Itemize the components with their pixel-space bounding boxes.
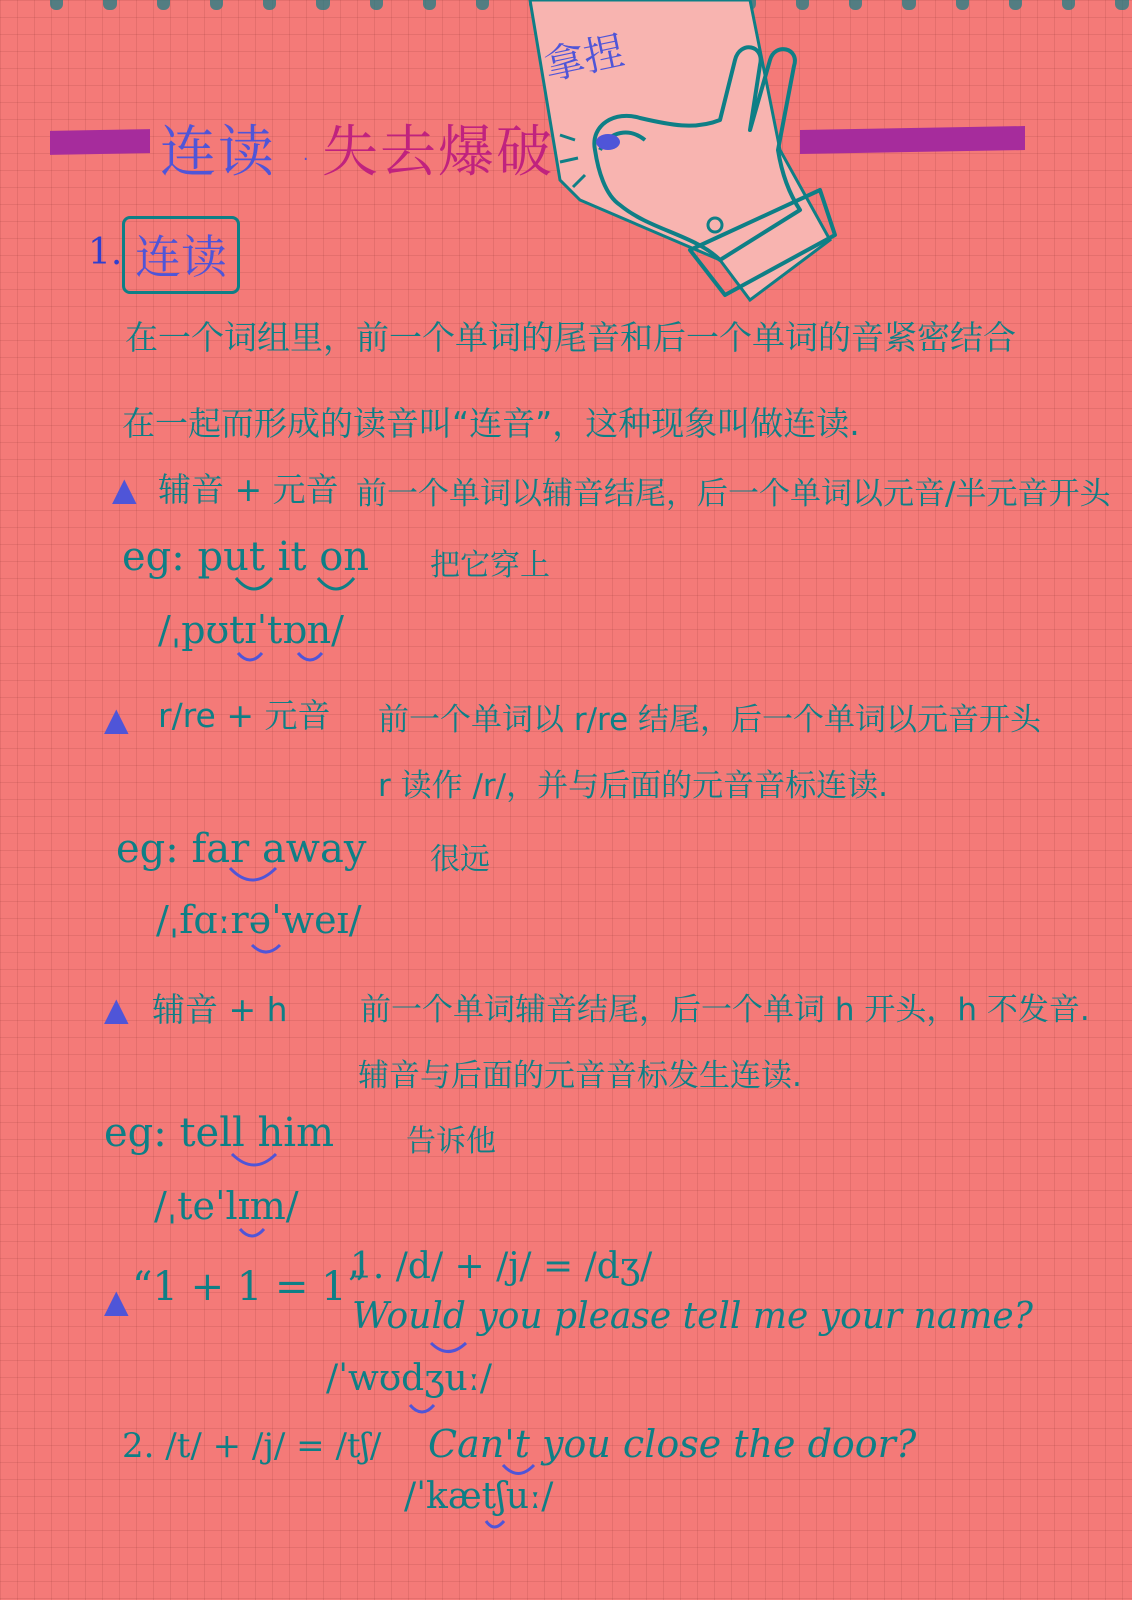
pinching-hand-sticker-icon	[520, 0, 840, 310]
page-title-part1: 连读	[160, 120, 276, 185]
triangle-bullet-icon: ▲	[112, 470, 137, 508]
triangle-bullet-icon: ▲	[104, 700, 129, 738]
example-ipa: /ˌpʊtɪˈtɒn/	[158, 608, 344, 652]
rule-label: 辅音 + h	[152, 990, 288, 1029]
definition-line-2: 在一起而形成的读音叫“连音”，这种现象叫做连读.	[122, 404, 860, 443]
linking-arc-icon	[238, 1226, 278, 1246]
triangle-bullet-icon: ▲	[104, 990, 129, 1028]
rule-label: r/re + 元音	[158, 696, 331, 735]
definition-line-1: 在一个词组里，前一个单词的尾音和后一个单词的音紧密结合	[125, 318, 1016, 357]
example-ipa-1: /ˈwʊdʒuː/	[326, 1358, 492, 1399]
example-sentence-2: Can't you close the door?	[428, 1422, 917, 1466]
rule-label: 辅音 + 元音	[158, 470, 339, 509]
linking-arc-icon	[226, 864, 306, 894]
linking-arc-icon	[484, 1518, 514, 1538]
section-title: 连读	[135, 230, 227, 284]
section-title-box	[122, 216, 240, 294]
rule-description: 前一个单词辅音结尾，后一个单词 h 开头，h 不发音.	[360, 992, 1090, 1028]
example-phrase: eg: put it on	[122, 534, 370, 580]
rule-description: 前一个单词以 r/re 结尾，后一个单词以元音开头	[378, 702, 1042, 738]
example-meaning: 告诉他	[406, 1124, 496, 1159]
example-meaning: 很远	[430, 842, 490, 877]
formula-2: 2. /t/ + /j/ = /tʃ/	[122, 1426, 382, 1466]
linking-arc-icon	[228, 1150, 308, 1180]
page-title-separator: .	[300, 128, 314, 169]
triangle-bullet-icon: ▲	[104, 1282, 129, 1320]
example-ipa: /ˌfɑːrəˈweɪ/	[156, 898, 362, 942]
linking-arc-icon	[408, 1402, 448, 1422]
example-ipa-2: /ˈkætʃuː/	[404, 1476, 554, 1517]
linking-arc-icon	[250, 942, 300, 962]
linking-arc-icon	[236, 650, 356, 670]
linking-arc-icon	[232, 574, 392, 604]
example-ipa: /ˌteˈlɪm/	[154, 1184, 299, 1228]
special-rule-label: “1 + 1 = 1”	[132, 1264, 368, 1310]
example-sentence-1: Would you please tell me your name?	[352, 1296, 1033, 1337]
sticker-text: 拿捏	[540, 28, 629, 90]
rule-description: 前一个单词以辅音结尾，后一个单词以元音/半元音开头	[356, 476, 1111, 512]
section-number: 1.	[88, 232, 123, 273]
example-phrase: eg: tell him	[104, 1110, 334, 1156]
page-title-part2: 失去爆破	[322, 120, 554, 185]
title-bar-left	[50, 129, 150, 155]
rule-description-line-2: 辅音与后面的元音音标发生连读.	[358, 1058, 802, 1094]
rule-description-line-2: r 读作 /r/，并与后面的元音音标连读.	[378, 768, 888, 804]
formula-1: 1. /d/ + /j/ = /dʒ/	[350, 1246, 653, 1287]
example-meaning: 把它穿上	[430, 548, 550, 583]
example-phrase: eg: far away	[116, 826, 367, 872]
